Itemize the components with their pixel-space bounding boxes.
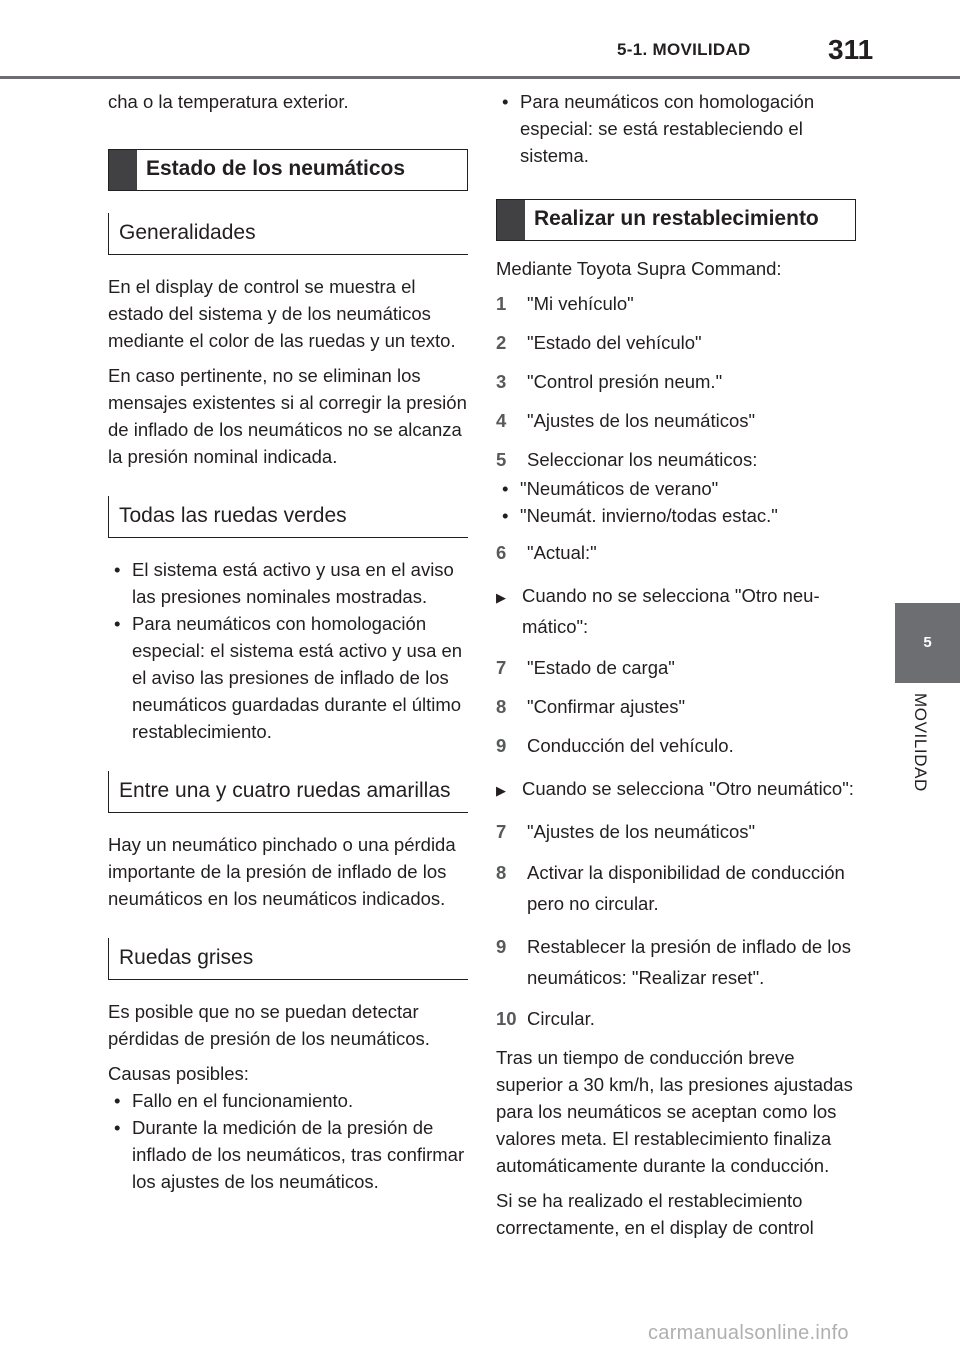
subheading: Todas las ruedas verdes: [108, 496, 468, 538]
tyre-options-list: [496, 475, 856, 529]
heading-bar: [109, 150, 137, 190]
section-heading-box: [496, 199, 856, 241]
step: [496, 818, 856, 845]
bullet-list: [108, 556, 468, 745]
step-text: Circular.: [527, 1008, 595, 1029]
step-text: "Control presión neum.": [527, 371, 723, 392]
paragraph: En caso pertinente, no se eliminan los mensajes existentes si al corregir la presión de inflado de los neumáticos no se alcanza la presión nominal indicada.: [108, 365, 467, 467]
step-number: 2: [496, 332, 507, 353]
step-number: 7: [496, 657, 507, 678]
step-text: "Confirmar ajustes": [527, 696, 686, 717]
step-text: "Ajustes de los neumáticos": [527, 821, 756, 842]
condition-text: Cuando no se selecciona "Otro neumático":: [522, 585, 820, 637]
step: [496, 693, 856, 720]
subheading: Entre una y cuatro ruedas amarillas: [108, 771, 468, 813]
step-text: "Actual:": [527, 542, 597, 563]
step: [496, 329, 856, 356]
step-number: 8: [496, 862, 507, 883]
list-item: • El sistema está activo y usa en el aviso las presiones nominales mostradas.: [114, 559, 454, 607]
paragraph: Mediante Toyota Supra Command:: [496, 258, 782, 279]
step-text: Seleccionar los neumáticos:: [527, 449, 758, 470]
list-item: • Durante la medición de la presión de inflado de los neumáticos, tras confirmar los ajustes de los neumáticos.: [114, 1117, 465, 1192]
step: [496, 290, 856, 317]
chapter-tab-label: MOVILIDAD: [911, 693, 930, 792]
subheading: Ruedas grises: [108, 938, 468, 980]
heading-bar: [497, 200, 525, 240]
step-text: "Mi vehículo": [527, 293, 634, 314]
left-column: [108, 88, 468, 1203]
step: [496, 446, 856, 473]
step-text: Activar la disponibilidad de conducción pero no circular.: [527, 862, 845, 914]
step-text: "Estado del vehículo": [527, 332, 702, 353]
step-number: 8: [496, 696, 507, 717]
paragraph: cha o la temperatura exterior.: [108, 91, 349, 112]
paragraph: Hay un neumático pinchado o una pérdida importante de la presión de inflado de los neumáticos en los neumáticos indicados.: [108, 834, 456, 909]
condition: [496, 773, 856, 806]
list-item: • "Neumát. invierno/todas estac.": [502, 505, 778, 526]
section-heading: Estado de los neumáticos: [146, 157, 406, 180]
step-number: 9: [496, 735, 507, 756]
step: [496, 1005, 856, 1032]
step-text: Restablecer la presión de inflado de los neumáticos: "Realizar reset".: [527, 936, 851, 988]
step-number: 6: [496, 542, 507, 563]
step-number: 1: [496, 293, 507, 314]
triangle-bullet-icon: ▶: [496, 783, 506, 798]
triangle-bullet-icon: ▶: [496, 590, 506, 605]
step: [496, 931, 856, 993]
page-number: 311: [828, 34, 874, 65]
step-number: 7: [496, 821, 507, 842]
paragraph: Es posible que no se puedan detectar pérdidas de presión de los neumáticos.: [108, 1001, 430, 1049]
section-title: 5-1. MOVILIDAD: [617, 40, 751, 59]
watermark: carmanualsonline.info: [648, 1322, 849, 1344]
chapter-tab-number: 5: [895, 603, 960, 683]
step-number: 3: [496, 371, 507, 392]
step-text: "Estado de carga": [527, 657, 675, 678]
paragraph: Tras un tiempo de conducción breve superior a 30 km/h, las presiones ajustadas para los neumáticos se aceptan como los valores meta. El restablecimiento finaliza automáticamente durante la conducción.: [496, 1047, 853, 1176]
step: [496, 368, 856, 395]
step-number: 4: [496, 410, 507, 431]
step-number: 5: [496, 449, 507, 470]
list-item: • "Neumáticos de verano": [502, 478, 719, 499]
right-column: [496, 88, 856, 1249]
condition: [496, 580, 856, 642]
step-number: 10: [496, 1008, 517, 1029]
list-item: • Para neumáticos con homologación especial: el sistema está activo y usa en el aviso las presiones de inflado de los neumáticos guardadas durante el último restablecimiento.: [114, 613, 463, 742]
header-divider: [0, 76, 960, 79]
list-item: • Para neumáticos con homologación especial: se está restableciendo el sistema.: [502, 91, 815, 166]
subheading: Generalidades: [108, 213, 468, 255]
list-item: • Fallo en el funcionamiento.: [114, 1090, 354, 1111]
section-heading-box: [108, 149, 468, 191]
step: [496, 539, 856, 566]
bullet-list: [496, 88, 856, 169]
step: [496, 654, 856, 681]
condition-text: Cuando se selecciona "Otro neumático":: [522, 778, 854, 799]
section-heading: Realizar un restablecimiento: [534, 207, 819, 230]
step: [496, 732, 856, 759]
bullet-list: [108, 1087, 468, 1195]
paragraph: Si se ha realizado el restablecimiento correctamente, en el display de control: [496, 1190, 814, 1238]
step-text: Conducción del vehículo.: [527, 735, 734, 756]
paragraph: En el display de control se muestra el estado del sistema y de los neumáticos mediante el color de las ruedas y un texto.: [108, 276, 456, 351]
paragraph: Causas posibles:: [108, 1063, 249, 1084]
step-text: "Ajustes de los neumáticos": [527, 410, 756, 431]
step: [496, 857, 856, 919]
step-number: 9: [496, 936, 507, 957]
step: [496, 407, 856, 434]
